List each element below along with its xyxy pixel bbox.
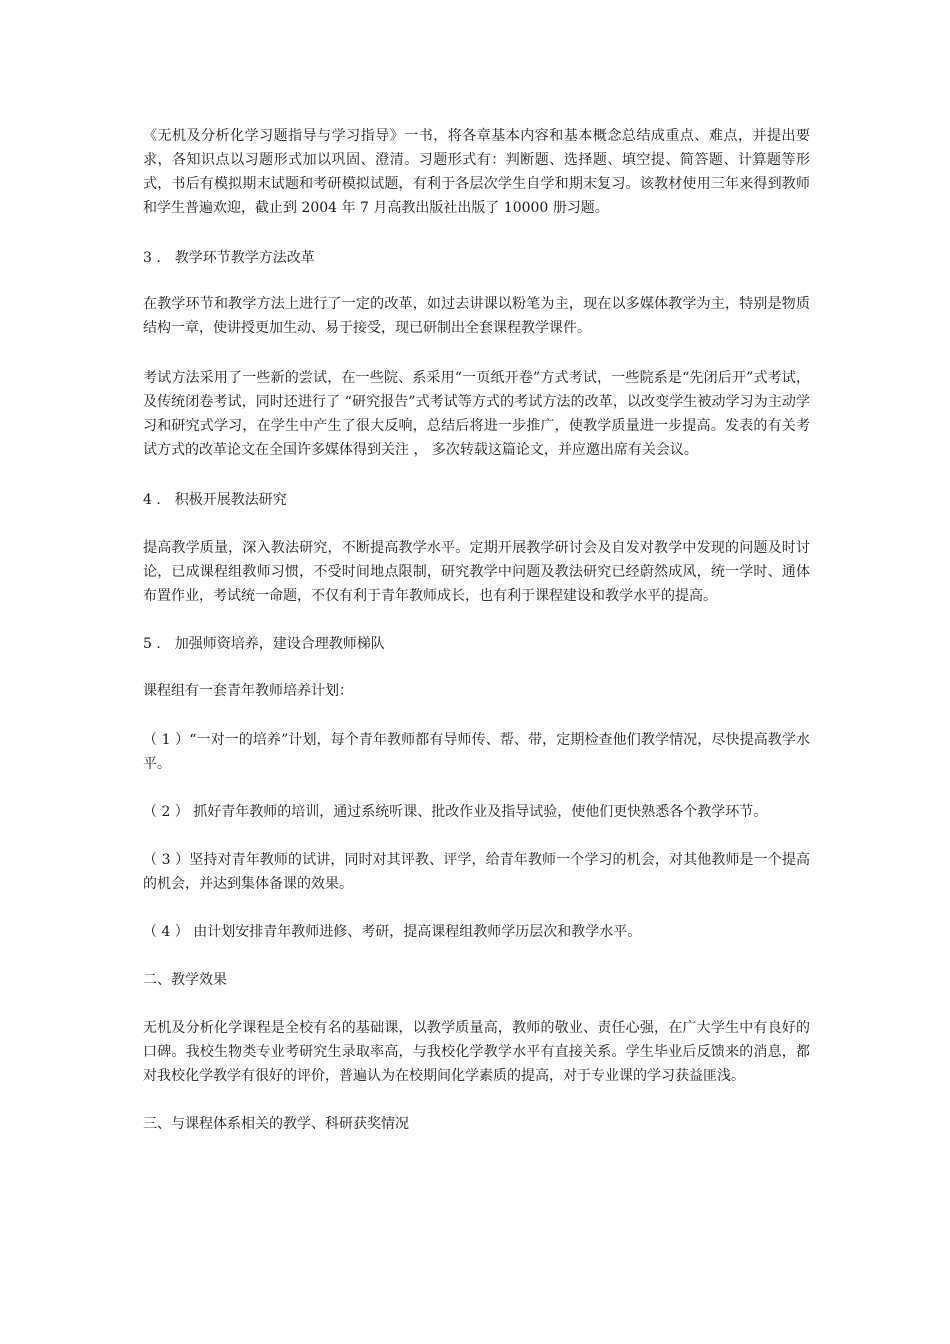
paragraph-teaching-effect: 无机及分析化学课程是全校有名的基础课，以教学质量高，教师的敬业、责任心强，在广大学生中有良好的口碑。我校生物类专业考研究生录取率高，与我校化学教学水平有直接关系。学生毕业后反馈来的消息，都对我校化学教学有很好的评价，普遍认为在校期间化学素质的提高，对于专业课的学习获益匪浅。 bbox=[143, 1020, 810, 1084]
heading-faculty-training: 5 ． 加强师资培养，建设合理教师梯队 bbox=[143, 636, 385, 652]
heading-teaching-effect: 二、教学效果 bbox=[143, 972, 227, 988]
paragraph-training-plan-intro: 课程组有一套青年教师培养计划： bbox=[143, 683, 353, 699]
list-item-training-3: （ 3 ）坚持对青年教师的试讲，同时对其评教、评学，给青年教师一个学习的机会，对其他教师是一个提高的机会，并达到集体备课的效果。 bbox=[143, 852, 810, 892]
paragraph-teaching-reform: 在教学环节和教学方法上进行了一定的改革，如过去讲课以粉笔为主，现在以多媒体教学为主，特别是物质结构一章，使讲授更加生动、易于接受，现已研制出全套课程教学课件。 bbox=[143, 296, 810, 336]
paragraph-exam-reform: 考试方法采用了一些新的尝试，在一些院、系采用“一页纸开卷”方式考试，一些院系是“先闭后开”式考试，及传统闭卷考试，同时还进行了 “研究报告”式考试等方式的考试方法的改革，以改变学生被动学习为主动学习和研究式学习，在学生中产生了很大反响，总结后将进一步推广，使教学质量进一步提高。发表的有关考试方式的改革论文在全国许多媒体得到关注 ， 多次转载这篇论文，并应邀出席有关会议。 bbox=[143, 370, 810, 458]
list-item-training-4: （ 4 ） 由计划安排青年教师进修、考研，提高课程组教师学历层次和教学水平。 bbox=[143, 924, 642, 940]
list-item-training-2: （ 2 ） 抓好青年教师的培训，通过系统听课、批改作业及指导试验，使他们更快熟悉各个教学环节。 bbox=[143, 804, 768, 820]
list-item-training-1: （ 1 ）“一对一的培养”计划，每个青年教师都有导师传、帮、带，定期检查他们教学情况，尽快提高教学水平。 bbox=[143, 732, 810, 772]
heading-awards: 三、与课程体系相关的教学、科研获奖情况 bbox=[143, 1116, 409, 1132]
heading-teaching-research: 4 ． 积极开展教法研究 bbox=[143, 492, 287, 508]
paragraph-textbook-intro: 《无机及分析化学习题指导与学习指导》一书，将各章基本内容和基本概念总结成重点、难点，并提出要求，各知识点以习题形式加以巩固、澄清。习题形式有：判断题、选择题、填空提、简答题、计算题等形式，书后有模拟期末试题和考研模拟试题，有利于各层次学生自学和期末复习。该教材使用三年来得到教师和学生普遍欢迎，截止到 2004 年 7 月高教出版社出版了 10000 册习题。 bbox=[143, 128, 810, 216]
paragraph-teaching-research: 提高教学质量，深入教法研究，不断提高教学水平。定期开展教学研讨会及自发对教学中发现的问题及时讨论，已成课程组教师习惯，不受时间地点限制，研究教学中问题及教法研究已经蔚然成风，统一学时、通体布置作业，考试统一命题，不仅有利于青年教师成长，也有利于课程建设和教学水平的提高。 bbox=[143, 540, 810, 604]
heading-teaching-method-reform: 3 ． 教学环节教学方法改革 bbox=[143, 250, 315, 266]
